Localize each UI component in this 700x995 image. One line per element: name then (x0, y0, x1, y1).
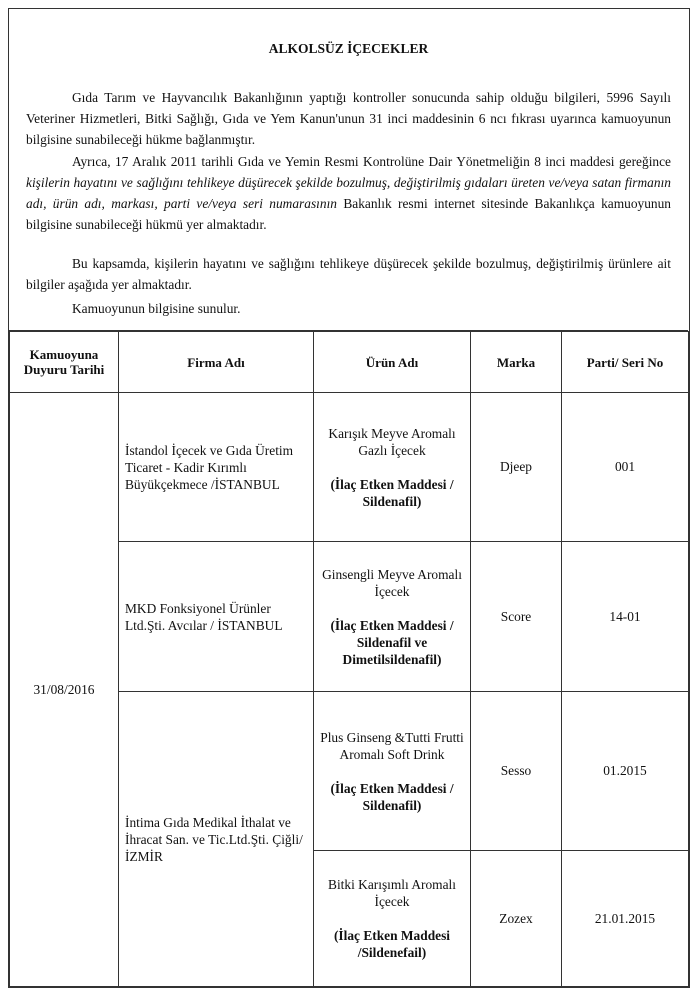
product-name: Bitki Karışımlı Aromalı İçecek (328, 877, 456, 909)
active-substance: (İlaç Etken Maddesi / Sildenafil) (330, 780, 454, 813)
paragraph-3: Bu kapsamda, kişilerin hayatını ve sağlığını tehlikeye düşürecek şekilde bozulmuş, değiştirilmiş ürünlere ait bilgiler aşağıda yer almaktadır. (26, 256, 671, 292)
intro-section (9, 9, 688, 331)
header-date: Kamuoyuna Duyuru Tarihi (10, 332, 119, 393)
brand: Sesso (471, 692, 562, 851)
active-substance: (İlaç Etken Maddesi / Sildenafil ve Dimetilsildenafil) (330, 617, 454, 667)
lot-number: 21.01.2015 (562, 851, 689, 987)
brand: Djeep (471, 393, 562, 542)
header-firm: Firma Adı (119, 332, 314, 393)
paragraph-2 (26, 151, 671, 235)
header-lot: Parti/ Seri No (562, 332, 689, 393)
document-title: ALKOLSÜZ İÇECEKLER (268, 41, 429, 56)
paragraph-4: Kamuoyunun bilgisine sunulur. (72, 301, 241, 316)
product-name-cell (314, 542, 471, 692)
announcement-date: 31/08/2016 (10, 393, 119, 987)
firm-name: İstandol İçecek ve Gıda Üretim Ticaret - Kadir Kırımlı Büyükçekmece /İSTANBUL (119, 393, 314, 542)
brand: Score (471, 542, 562, 692)
product-name: Ginsengli Meyve Aromalı İçecek (322, 566, 462, 599)
product-name: Plus Ginseng &Tutti Frutti Aromalı Soft Drink (320, 729, 464, 762)
brand: Zozex (471, 851, 562, 987)
firm-name: İntima Gıda Medikal İthalat ve İhracat San. ve Tic.Ltd.Şti. Çiğli/İZMİR (119, 692, 314, 987)
paragraph-2-start: Ayrıca, 17 Aralık 2011 tarihli Gıda ve Yemin Resmi Kontrolüne Dair Yönetmeliğin 8 inci maddesi gereğince (72, 154, 671, 169)
paragraph-1: Gıda Tarım ve Hayvancılık Bakanlığının yaptığı kontroller sonucunda sahip olduğu bilgileri, 5996 Sayılı Veteriner Hizmetleri, Bitki Sağlığı, Gıda ve Yem Kanun'unun 31 inci maddesinin 6 ncı fıkrası uyarınca kamuoyunun bilgisine sunabileceği hükme bağlanmıştır. (26, 90, 671, 147)
header-product: Ürün Adı (314, 332, 471, 393)
lot-number: 01.2015 (562, 692, 689, 851)
table-header-row (10, 332, 689, 393)
product-name-cell (314, 393, 471, 542)
firm-name: MKD Fonksiyonel Ürünler Ltd.Şti. Avcılar / İSTANBUL (119, 542, 314, 692)
lot-number: 001 (562, 393, 689, 542)
product-name-cell (314, 692, 471, 851)
lot-number: 14-01 (562, 542, 689, 692)
product-name-cell (314, 851, 471, 987)
paragraph-2-italic: kişilerin hayatını ve sağlığını tehlikeye düşürecek şekilde bozulmuş, değiştirilmiş gıdaları üreten ve/veya satan firmanın adı, ürün adı, markası, parti ve/veya seri numarasının (26, 175, 671, 211)
document-page (8, 8, 690, 988)
active-substance: (İlaç Etken Maddesi /Sildenefail) (333, 928, 451, 960)
products-table (9, 331, 689, 987)
product-name: Karışık Meyve Aromalı Gazlı İçecek (328, 425, 456, 458)
header-brand: Marka (471, 332, 562, 393)
paragraph-2-end: Bakanlık resmi internet sitesinde Bakanlıkça kamuoyunun bilgisine sunabileceği hükmü yer almaktadır. (26, 196, 671, 232)
table-row (10, 393, 689, 542)
active-substance: (İlaç Etken Maddesi / Sildenafil) (330, 476, 454, 509)
